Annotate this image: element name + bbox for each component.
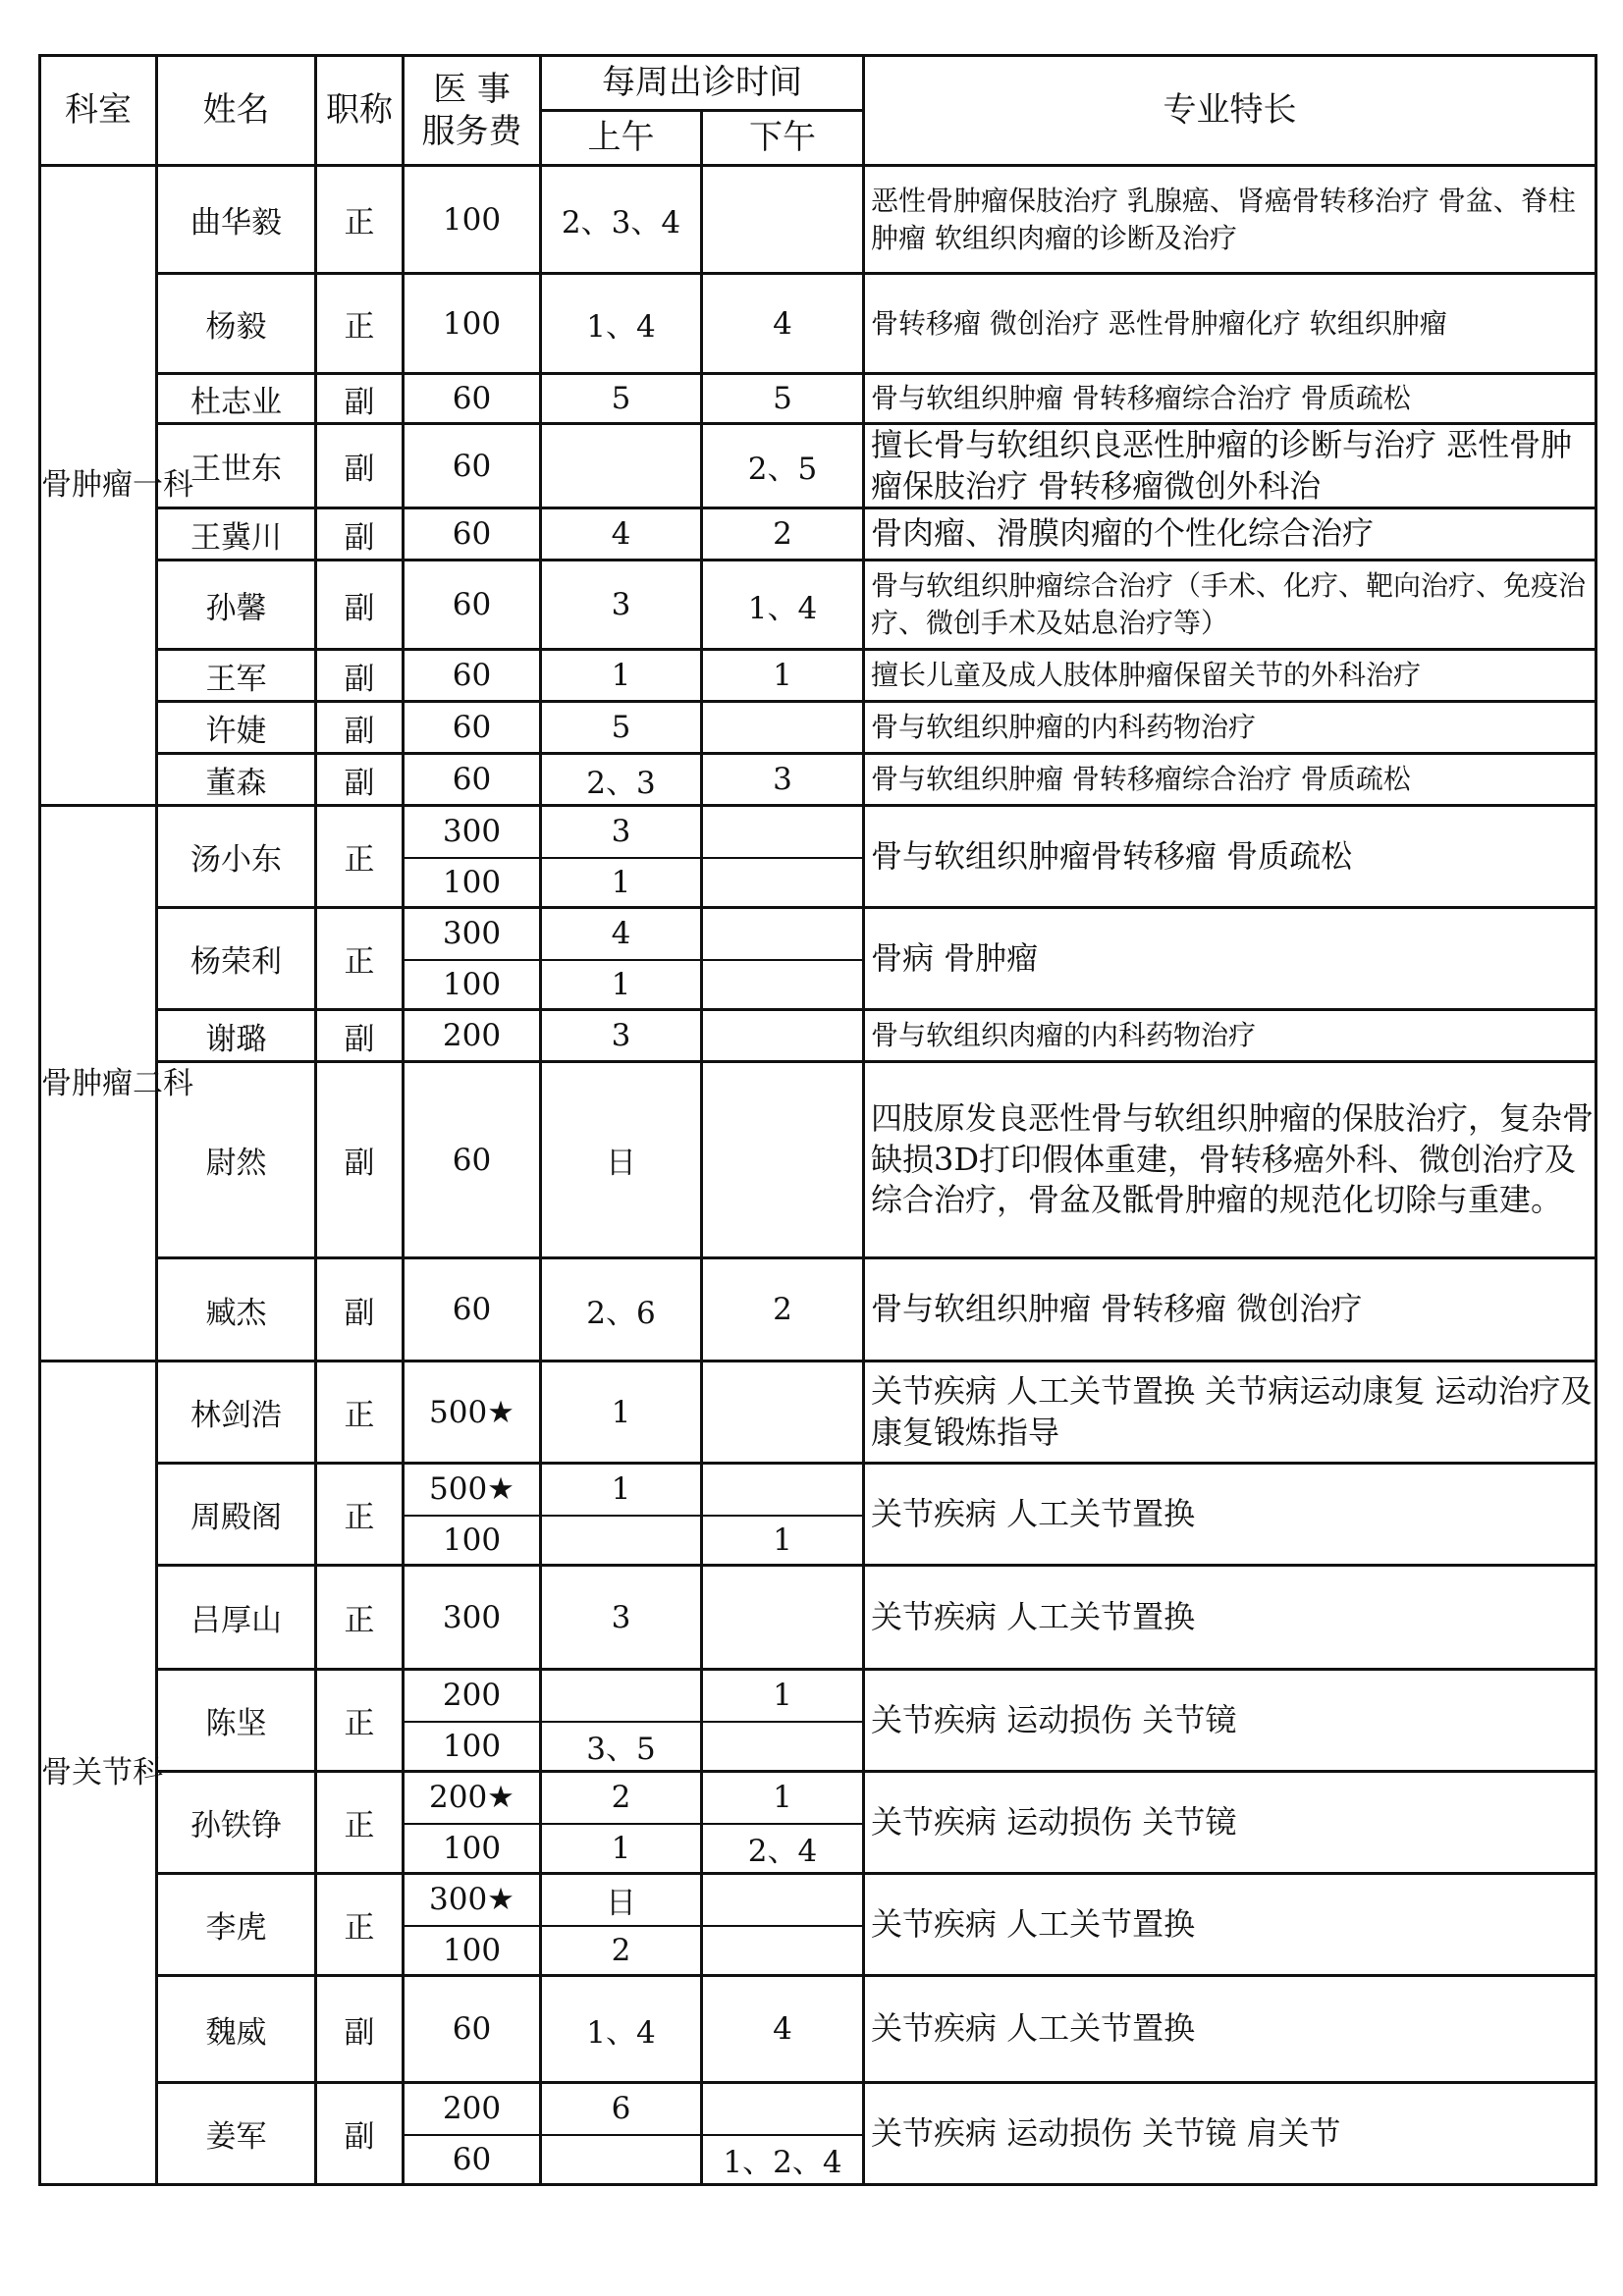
pm-days: 1、2、4 (702, 2135, 864, 2185)
doctor-name: 董森 (157, 754, 316, 806)
pm-days (702, 1722, 864, 1772)
am-days: 2、6 (541, 1258, 702, 1362)
pm-days: 1 (702, 650, 864, 702)
am-days: 1 (541, 1362, 702, 1464)
am-days: 2、3、4 (541, 166, 702, 274)
specialty: 骨与软组织肿瘤 骨转移瘤 微创治疗 (864, 1258, 1596, 1362)
service-fee: 60 (404, 1062, 541, 1258)
table-row (40, 1670, 1596, 1722)
am-days: 3 (541, 806, 702, 858)
table-row (40, 274, 1596, 374)
pm-days (702, 960, 864, 1010)
am-days: 1 (541, 960, 702, 1010)
am-days: 日 (541, 1062, 702, 1258)
pm-days (702, 1062, 864, 1258)
service-fee: 60 (404, 1258, 541, 1362)
specialty: 恶性骨肿瘤保肢治疗 乳腺癌、肾癌骨转移治疗 骨盆、脊柱肿瘤 软组织肉瘤的诊断及治疗 (864, 166, 1596, 274)
pm-days (702, 1362, 864, 1464)
table-row (40, 908, 1596, 960)
doctor-title: 正 (316, 1362, 404, 1464)
service-fee: 60 (404, 2135, 541, 2185)
am-days: 6 (541, 2083, 702, 2135)
service-fee: 200 (404, 2083, 541, 2135)
service-fee: 100 (404, 1722, 541, 1772)
table-row (40, 702, 1596, 754)
specialty: 骨与软组织肿瘤综合治疗（手术、化疗、靶向治疗、免疫治疗、微创手术及姑息治疗等） (864, 561, 1596, 650)
am-days: 2、3 (541, 754, 702, 806)
service-fee: 60 (404, 374, 541, 424)
doctor-name: 姜军 (157, 2083, 316, 2185)
service-fee: 500★ (404, 1464, 541, 1516)
pm-days (702, 858, 864, 908)
specialty: 关节疾病 运动损伤 关节镜 (864, 1772, 1596, 1874)
pm-days: 5 (702, 374, 864, 424)
dept-cell: 骨关节科 (40, 1362, 157, 2185)
pm-days (702, 1566, 864, 1670)
am-days: 5 (541, 374, 702, 424)
dept-cell: 骨肿瘤二科 (40, 806, 157, 1362)
service-fee: 60 (404, 508, 541, 561)
doctor-title: 正 (316, 1566, 404, 1670)
pm-days (702, 702, 864, 754)
pm-days (702, 806, 864, 858)
doctor-title: 副 (316, 702, 404, 754)
doctor-title: 副 (316, 1976, 404, 2083)
doctor-title: 副 (316, 508, 404, 561)
doctor-title: 正 (316, 1874, 404, 1976)
service-fee: 200 (404, 1010, 541, 1062)
service-fee: 200★ (404, 1772, 541, 1824)
doctor-name: 汤小东 (157, 806, 316, 908)
header-specialty: 专业特长 (864, 56, 1596, 166)
specialty: 骨肉瘤、滑膜肉瘤的个性化综合治疗 (864, 508, 1596, 561)
am-days: 1 (541, 1464, 702, 1516)
service-fee: 300 (404, 908, 541, 960)
table-row (40, 166, 1596, 274)
service-fee: 100 (404, 166, 541, 274)
doctor-title: 正 (316, 274, 404, 374)
doctor-name: 魏威 (157, 1976, 316, 2083)
header-fee-line1: 医 事 (433, 70, 511, 109)
doctor-name: 陈坚 (157, 1670, 316, 1772)
table-row (40, 374, 1596, 424)
doctor-title: 正 (316, 908, 404, 1010)
table-row (40, 1874, 1596, 1926)
table-row (40, 2083, 1596, 2135)
pm-days: 4 (702, 274, 864, 374)
pm-days (702, 2083, 864, 2135)
service-fee: 200 (404, 1670, 541, 1722)
am-days: 3 (541, 561, 702, 650)
am-days: 5 (541, 702, 702, 754)
doctor-name: 林剑浩 (157, 1362, 316, 1464)
am-days (541, 424, 702, 508)
pm-days (702, 1926, 864, 1976)
service-fee: 100 (404, 960, 541, 1010)
doctor-title: 正 (316, 1670, 404, 1772)
specialty: 关节疾病 人工关节置换 关节病运动康复 运动治疗及康复锻炼指导 (864, 1362, 1596, 1464)
doctor-name: 王冀川 (157, 508, 316, 561)
doctor-name: 杜志业 (157, 374, 316, 424)
header-am: 上午 (541, 111, 702, 166)
am-days: 1 (541, 1824, 702, 1874)
table-row (40, 1772, 1596, 1824)
pm-days: 3 (702, 754, 864, 806)
clinic-schedule-table (38, 54, 1597, 2186)
specialty: 骨与软组织肿瘤 骨转移瘤综合治疗 骨质疏松 (864, 374, 1596, 424)
specialty: 骨与软组织肿瘤的内科药物治疗 (864, 702, 1596, 754)
doctor-name: 曲华毅 (157, 166, 316, 274)
am-days: 3 (541, 1566, 702, 1670)
table-row (40, 1566, 1596, 1670)
table-row (40, 424, 1596, 508)
service-fee: 60 (404, 561, 541, 650)
table-row (40, 1976, 1596, 2083)
table-body (40, 166, 1596, 2185)
table-row (40, 1362, 1596, 1464)
doctor-title: 副 (316, 1010, 404, 1062)
am-days (541, 1670, 702, 1722)
pm-days: 2、4 (702, 1824, 864, 1874)
service-fee: 60 (404, 754, 541, 806)
specialty: 关节疾病 运动损伤 关节镜 (864, 1670, 1596, 1772)
service-fee: 60 (404, 650, 541, 702)
table-row (40, 1464, 1596, 1516)
pm-days: 2 (702, 508, 864, 561)
doctor-name: 王世东 (157, 424, 316, 508)
pm-days (702, 1874, 864, 1926)
specialty: 骨与软组织肉瘤的内科药物治疗 (864, 1010, 1596, 1062)
pm-days: 1 (702, 1516, 864, 1566)
header-dept: 科室 (40, 56, 157, 166)
doctor-name: 周殿阁 (157, 1464, 316, 1566)
doctor-name: 尉然 (157, 1062, 316, 1258)
doctor-title: 正 (316, 166, 404, 274)
service-fee: 60 (404, 702, 541, 754)
table-row (40, 754, 1596, 806)
doctor-title: 副 (316, 1258, 404, 1362)
doctor-title: 副 (316, 374, 404, 424)
specialty: 擅长儿童及成人肢体肿瘤保留关节的外科治疗 (864, 650, 1596, 702)
specialty: 关节疾病 运动损伤 关节镜 肩关节 (864, 2083, 1596, 2185)
specialty: 关节疾病 人工关节置换 (864, 1566, 1596, 1670)
doctor-title: 正 (316, 1772, 404, 1874)
doctor-name: 王军 (157, 650, 316, 702)
am-days (541, 1516, 702, 1566)
table-row (40, 1258, 1596, 1362)
doctor-title: 副 (316, 1062, 404, 1258)
dept-cell: 骨肿瘤一科 (40, 166, 157, 806)
service-fee: 500★ (404, 1362, 541, 1464)
header-name: 姓名 (157, 56, 316, 166)
pm-days: 1 (702, 1670, 864, 1722)
doctor-title: 副 (316, 561, 404, 650)
doctor-name: 孙馨 (157, 561, 316, 650)
doctor-title: 正 (316, 806, 404, 908)
specialty: 骨与软组织肿瘤 骨转移瘤综合治疗 骨质疏松 (864, 754, 1596, 806)
pm-days (702, 908, 864, 960)
header-fee (404, 56, 541, 166)
header-fee-line2: 服务费 (421, 111, 522, 151)
am-days: 3、5 (541, 1722, 702, 1772)
pm-days: 2 (702, 1258, 864, 1362)
service-fee: 100 (404, 274, 541, 374)
header-pm: 下午 (702, 111, 864, 166)
header-schedule: 每周出诊时间 (541, 56, 864, 111)
doctor-name: 杨毅 (157, 274, 316, 374)
doctor-name: 杨荣利 (157, 908, 316, 1010)
table-row (40, 650, 1596, 702)
doctor-title: 正 (316, 1464, 404, 1566)
doctor-title: 副 (316, 424, 404, 508)
service-fee: 300 (404, 806, 541, 858)
header-title: 职称 (316, 56, 404, 166)
service-fee: 60 (404, 1976, 541, 2083)
table-row (40, 1010, 1596, 1062)
doctor-title: 副 (316, 754, 404, 806)
service-fee: 100 (404, 1824, 541, 1874)
specialty: 四肢原发良恶性骨与软组织肿瘤的保肢治疗，复杂骨缺损3D打印假体重建，骨转移癌外科、微创治疗及综合治疗，骨盆及骶骨肿瘤的规范化切除与重建。 (864, 1062, 1596, 1258)
am-days: 1 (541, 650, 702, 702)
doctor-name: 李虎 (157, 1874, 316, 1976)
table-row (40, 1062, 1596, 1258)
doctor-name: 许婕 (157, 702, 316, 754)
table-row (40, 806, 1596, 858)
doctor-name: 谢璐 (157, 1010, 316, 1062)
specialty: 骨与软组织肿瘤骨转移瘤 骨质疏松 (864, 806, 1596, 908)
am-days: 4 (541, 908, 702, 960)
pm-days: 2、5 (702, 424, 864, 508)
am-days: 3 (541, 1010, 702, 1062)
table-row (40, 508, 1596, 561)
specialty: 关节疾病 人工关节置换 (864, 1976, 1596, 2083)
am-days: 4 (541, 508, 702, 561)
specialty: 关节疾病 人工关节置换 (864, 1874, 1596, 1976)
doctor-title: 副 (316, 650, 404, 702)
pm-days (702, 166, 864, 274)
service-fee: 100 (404, 858, 541, 908)
am-days: 日 (541, 1874, 702, 1926)
am-days: 1 (541, 858, 702, 908)
service-fee: 100 (404, 1926, 541, 1976)
service-fee: 60 (404, 424, 541, 508)
am-days: 1、4 (541, 1976, 702, 2083)
doctor-name: 臧杰 (157, 1258, 316, 1362)
table-row (40, 561, 1596, 650)
pm-days (702, 1010, 864, 1062)
pm-days: 4 (702, 1976, 864, 2083)
service-fee: 100 (404, 1516, 541, 1566)
pm-days: 1 (702, 1772, 864, 1824)
pm-days (702, 1464, 864, 1516)
specialty: 骨病 骨肿瘤 (864, 908, 1596, 1010)
specialty: 关节疾病 人工关节置换 (864, 1464, 1596, 1566)
doctor-title: 副 (316, 2083, 404, 2185)
specialty: 骨转移瘤 微创治疗 恶性骨肿瘤化疗 软组织肿瘤 (864, 274, 1596, 374)
specialty: 擅长骨与软组织良恶性肿瘤的诊断与治疗 恶性骨肿瘤保肢治疗 骨转移瘤微创外科治 (864, 424, 1596, 508)
service-fee: 300★ (404, 1874, 541, 1926)
pm-days: 1、4 (702, 561, 864, 650)
doctor-name: 孙铁铮 (157, 1772, 316, 1874)
am-days: 2 (541, 1772, 702, 1824)
am-days: 2 (541, 1926, 702, 1976)
am-days (541, 2135, 702, 2185)
am-days: 1、4 (541, 274, 702, 374)
doctor-name: 吕厚山 (157, 1566, 316, 1670)
service-fee: 300 (404, 1566, 541, 1670)
